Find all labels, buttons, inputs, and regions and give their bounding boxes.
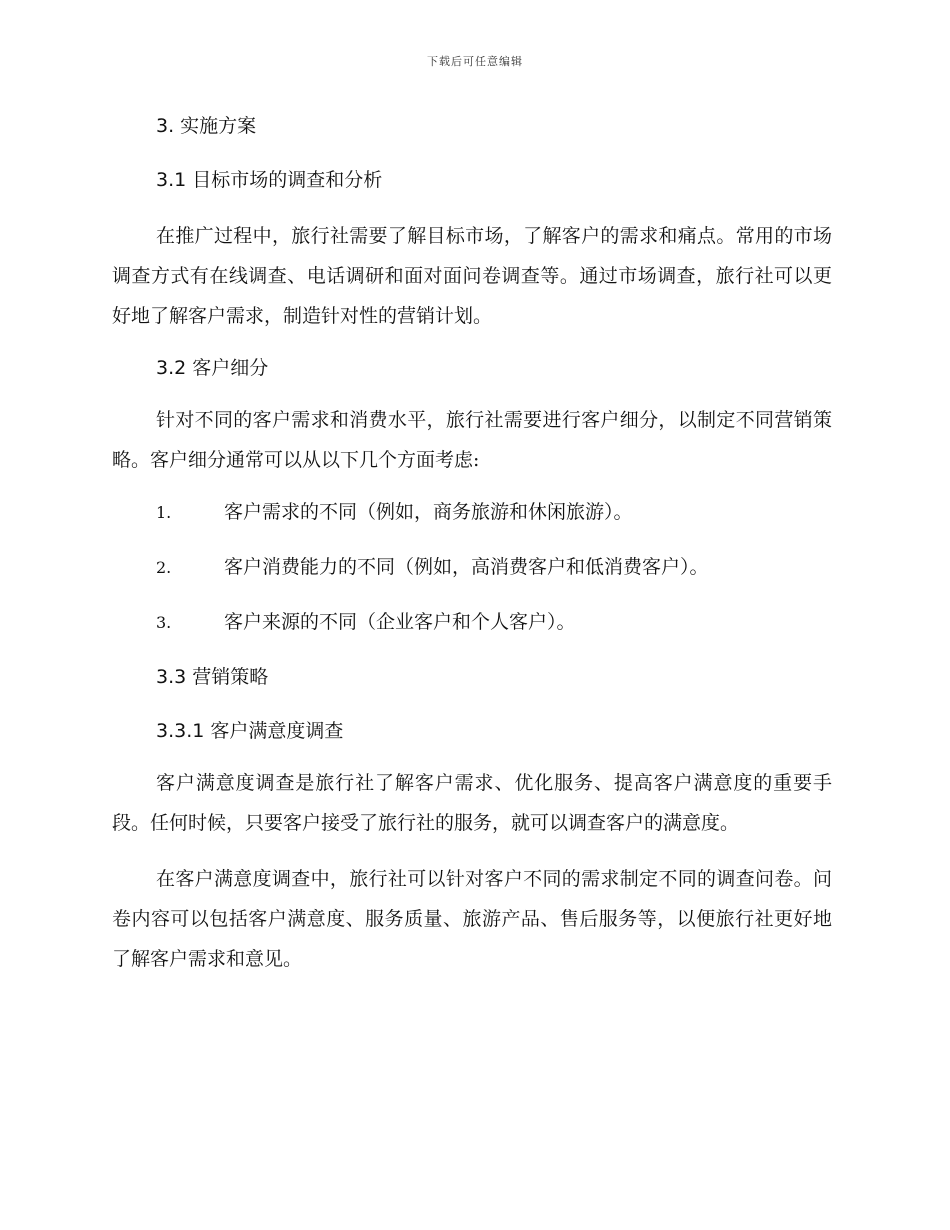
paragraph-3-2: 针对不同的客户需求和消费水平，旅行社需要进行客户细分，以制定不同营销策略。客户细分通常可以从以下几个方面考虑: xyxy=(112,409,832,471)
list-item-text: 客户需求的不同（例如，商务旅游和休闲旅游）。 xyxy=(224,501,633,523)
header-note: 下载后可任意编辑 xyxy=(427,55,523,68)
list-item-number: 2. xyxy=(156,558,172,577)
customer-segment-list xyxy=(112,494,832,641)
heading-3-1: 3.1 目标市场的调查和分析 xyxy=(156,169,383,191)
list-item-number: 1. xyxy=(156,503,172,522)
list-item-text: 客户消费能力的不同（例如，高消费客户和低消费客户）。 xyxy=(224,556,709,578)
heading-3-2: 3.2 客户细分 xyxy=(156,357,269,379)
list-item xyxy=(112,494,832,531)
list-item-number: 3. xyxy=(156,613,172,632)
heading-3-3: 3.3 营销策略 xyxy=(156,666,269,688)
paragraph-3-3-1-a: 客户满意度调查是旅行社了解客户需求、优化服务、提高客户满意度的重要手段。任何时候，只要客户接受了旅行社的服务，就可以调查客户的满意度。 xyxy=(112,772,832,834)
list-item-text: 客户来源的不同（企业客户和个人客户）。 xyxy=(224,611,576,633)
heading-3-3-1: 3.3.1 客户满意度调查 xyxy=(156,720,344,742)
document-body xyxy=(112,108,832,979)
paragraph-3-1: 在推广过程中，旅行社需要了解目标市场，了解客户的需求和痛点。常用的市场调查方式有在线调查、电话调研和面对面问卷调查等。通过市场调查，旅行社可以更好地了解客户需求，制造针对性的营销计划。 xyxy=(112,225,832,327)
list-item xyxy=(112,604,832,641)
paragraph-3-3-1-b: 在客户满意度调查中，旅行社可以针对客户不同的需求制定不同的调查问卷。问卷内容可以包括客户满意度、服务质量、旅游产品、售后服务等，以便旅行社更好地了解客户需求和意见。 xyxy=(112,868,832,970)
heading-3: 3. 实施方案 xyxy=(156,115,257,137)
list-item xyxy=(112,549,832,586)
